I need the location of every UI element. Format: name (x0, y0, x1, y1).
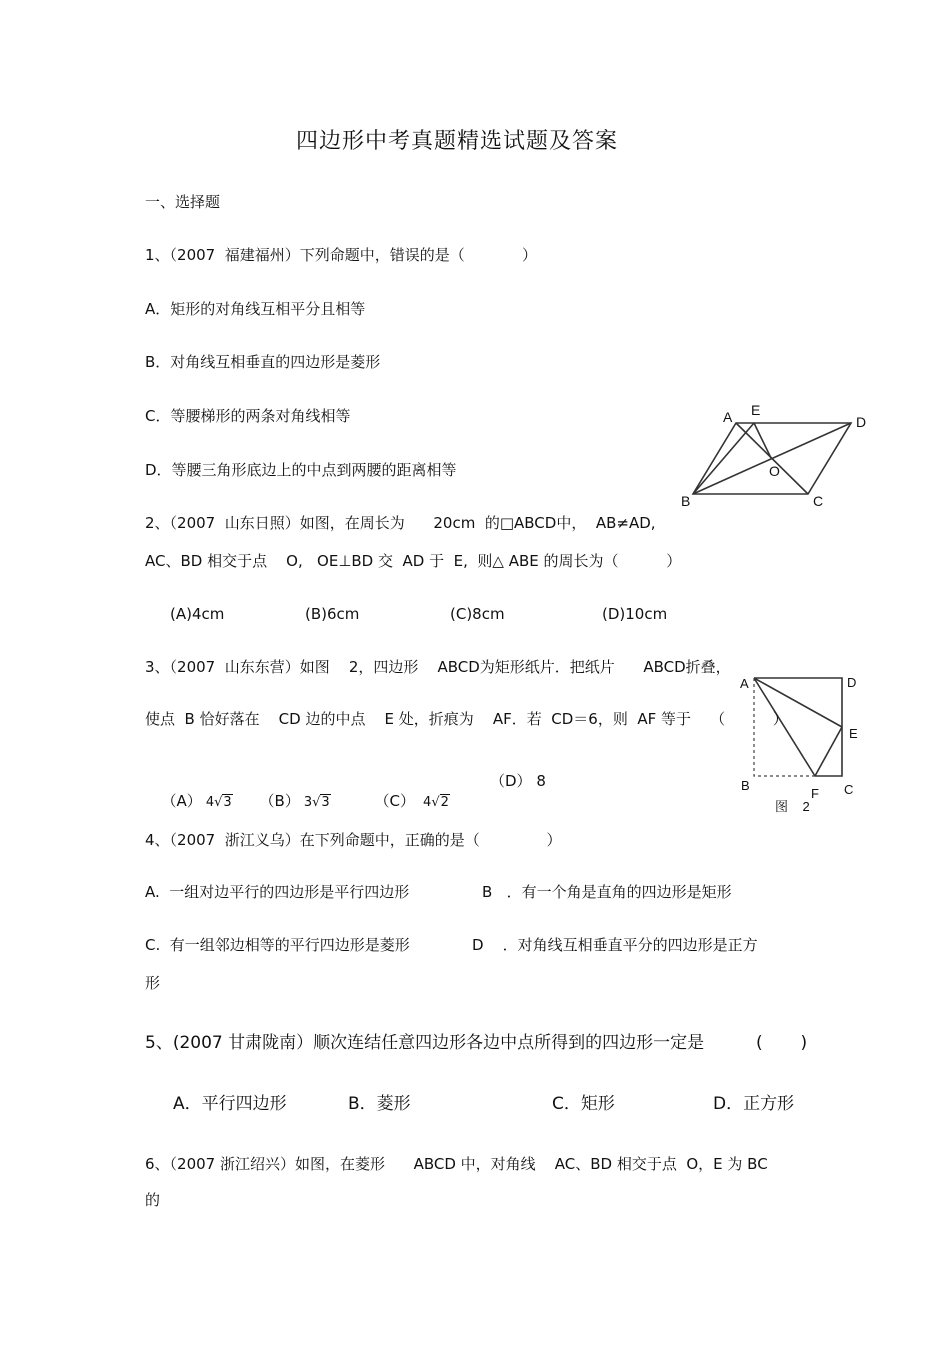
diagonal-bd (693, 423, 851, 494)
label-b: B (681, 493, 691, 509)
q5-option-c: C．矩形 (552, 1094, 615, 1114)
q2-option-c: (C)8cm (450, 605, 505, 623)
label-d: D (847, 675, 857, 690)
q4-option-a: A. 一组对边平行的四边形是平行四边形 (145, 883, 410, 901)
q4-option-d-continued: 形 (145, 974, 161, 992)
q3-option-b-radicand: 3 (321, 795, 330, 810)
q4-option-b: B ．有一个角是直角的四边形是矩形 (482, 883, 732, 901)
q2-option-b: (B)6cm (305, 605, 360, 623)
page-title: 四边形中考真题精选试题及答案 (296, 129, 619, 154)
q3-option-c-label: （C） (374, 792, 416, 810)
figure-caption: 图 2 (775, 799, 810, 814)
label-c: C (844, 782, 854, 797)
q4-option-d: D ．对角线互相垂直平分的四边形是正方 (472, 936, 758, 954)
q3-option-a-label: （A） (161, 792, 202, 810)
q2-line-1: 2、（2007 山东日照）如图，在周长为 20cm 的□ABCD中， AB≠AD, (145, 514, 656, 532)
q1-option-a: A．矩形的对角线互相平分且相等 (145, 300, 366, 318)
label-e: E (751, 402, 761, 418)
sqrt-sign: √ (214, 795, 223, 810)
q5-answer-paren: ( ) (756, 1033, 808, 1053)
label-b: B (741, 778, 750, 793)
q5-option-a: A．平行四边形 (173, 1094, 287, 1114)
q6-line-2: 的 (145, 1191, 161, 1209)
segment-eo (754, 423, 771, 458)
q4-stem: 4、（2007 浙江义乌）在下列命题中，正确的是（ ） (145, 831, 562, 849)
q3-option-a-radicand: 3 (223, 795, 232, 810)
sqrt-sign: √ (431, 795, 440, 810)
q1-option-c: C．等腰梯形的两条对角线相等 (145, 407, 351, 425)
q1-option-b: B．对角线互相垂直的四边形是菱形 (145, 353, 381, 371)
folded-rectangle-figure (735, 668, 875, 818)
q3-option-c-coef: 4 (423, 795, 432, 810)
q3-option-a (152, 771, 233, 813)
q3-option-b-coef: 3 (303, 795, 313, 810)
q3-line-2: 使点 B 恰好落在 CD 边的中点 E 处，折痕为 AF．若 CD＝6，则 AF 等于 （ ） (145, 710, 788, 728)
sqrt-sign: √ (312, 795, 321, 810)
label-a: A (740, 676, 749, 691)
q4-option-c: C. 有一组邻边相等的平行四边形是菱形 (145, 936, 410, 954)
q3-option-b-label: （B） (259, 792, 300, 810)
q3-option-c (365, 771, 450, 813)
q1-stem: 1、（2007 福建福州）下列命题中，错误的是（ ） (145, 246, 537, 264)
parallelogram-figure (670, 395, 880, 515)
q5-option-b: B．菱形 (348, 1094, 411, 1114)
q3-option-b (250, 771, 331, 813)
q2-option-a: (A)4cm (170, 605, 225, 623)
q6-line-1: 6、（2007 浙江绍兴）如图，在菱形 ABCD 中，对角线 AC、BD 相交于点 O，E 为 BC (145, 1155, 768, 1173)
label-c: C (813, 493, 824, 509)
label-e: E (849, 726, 858, 741)
q3-line-1: 3、（2007 山东东营）如图 2，四边形 ABCD为矩形纸片．把纸片 ABCD折叠， (145, 658, 731, 676)
q2-option-d: (D)10cm (602, 605, 668, 623)
q5-stem: 5、(2007 甘肃陇南）顺次连结任意四边形各边中点所得到的四边形一定是 (145, 1033, 705, 1053)
q2-line-2: AC、BD 相交于点 O, OE⊥BD 交 AD 于 E, 则△ ABE 的周长为（ ） (145, 552, 682, 570)
label-o: O (769, 463, 780, 479)
q3-option-d: （D） 8 (490, 772, 546, 790)
segment-ef (815, 727, 842, 776)
section-heading: 一、选择题 (145, 193, 221, 211)
q3-option-c-radicand: 2 (440, 795, 449, 810)
q1-option-d: D．等腰三角形底边上的中点到两腰的距离相等 (145, 461, 457, 479)
q5-option-d: D．正方形 (713, 1094, 795, 1114)
label-d: D (856, 414, 867, 430)
label-f: F (811, 786, 819, 801)
segment-be (693, 423, 754, 494)
label-a: A (723, 409, 733, 425)
q3-option-a-coef: 4 (205, 795, 215, 810)
